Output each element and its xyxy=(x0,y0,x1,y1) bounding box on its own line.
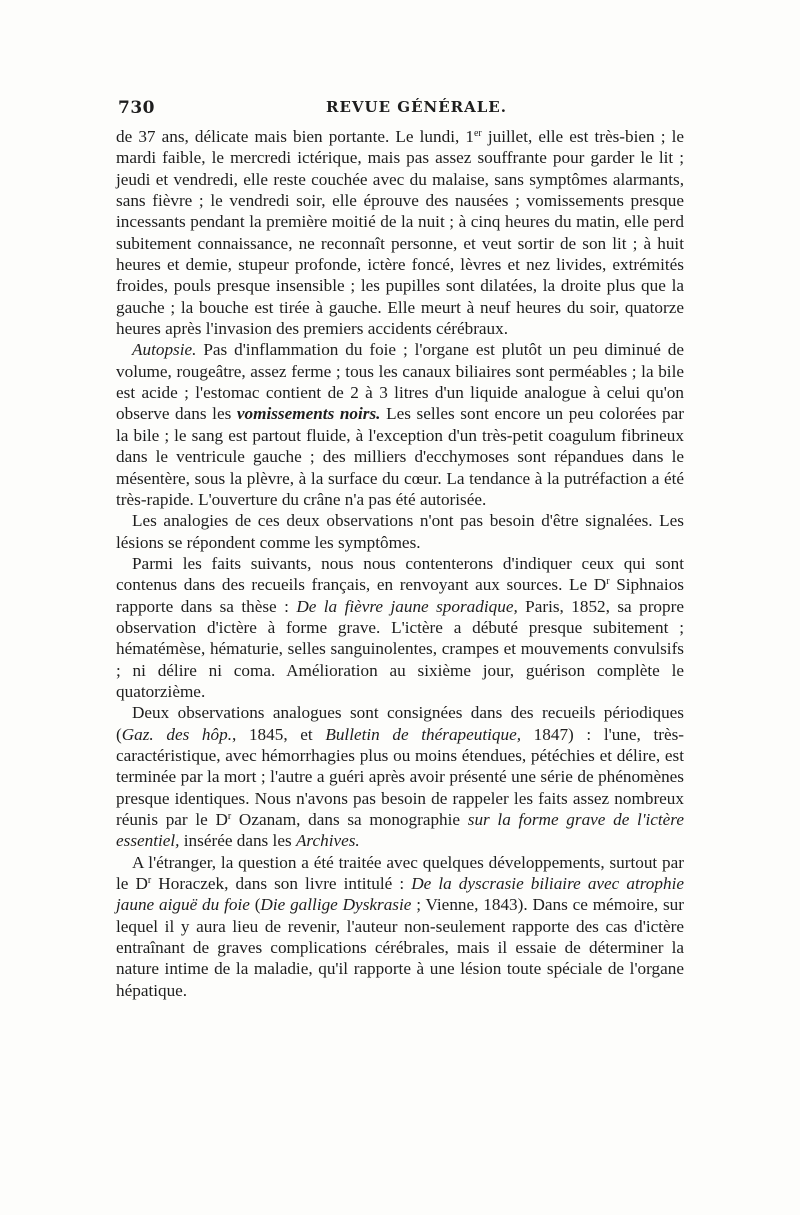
italic-text: Gaz. des hôp. xyxy=(121,724,233,744)
running-head xyxy=(118,98,688,124)
italic-text: De la dyscrasie biliaire avec atrophie jaune aiguë du foie xyxy=(116,874,684,915)
text-run: 1847) : l'une, très-caractéristique, avec hémorrhagies plus ou moins étendues, pétéchies et délire, est terminée par la mort ; l'autre a guéri après avoir présenté une série de phénomènes presque identiques. Nous n'avons pas besoin de rappeler les faits assez nombreux réunis par le D xyxy=(116,724,685,829)
text-run: Les analogies de ces deux observations n'ont pas besoin d'être signalées. Les lésions se répondent comme les symptômes. xyxy=(116,511,684,552)
body-text xyxy=(116,126,684,1001)
text-run: ( xyxy=(249,895,261,915)
italic-text: vomissements noirs. xyxy=(236,404,381,424)
superscript: r xyxy=(606,576,610,588)
text-run: Les selles sont encore un peu colorées par la bile ; le sang est partout fluide, à l'exception d'un très-petit coagulum fibrineux dans le ventricule gauche ; des milliers d'ecchymoses sont répandues dans le mésentère, sous la plèvre, à la surface du cœur. La tendance à la putréfaction a été très-rapide. L'ouverture du crâne n'a pas été autorisée. xyxy=(116,404,684,509)
text-run: ; Vienne, 1843). Dans ce mémoire, sur lequel il y aura lieu de revenir, l'auteur non-seulement rapporte des cas d'ictère entraînant de graves complications cérébrales, mais il essaie de déterminer la nature intime de la maladie, qu'il rapporte à une lésion toute spéciale de l'organe hépatique. xyxy=(116,895,684,1000)
text-run: A l'étranger, la question a été traitée avec quelques développements, surtout par le D xyxy=(116,852,684,894)
text-run: de 37 ans, délicate mais bien portante. Le lundi, 1 xyxy=(116,127,474,146)
text-run: Pas d'inflammation du foie ; l'organe est plutôt un peu diminué de volume, rougeâtre, assez ferme ; tous les canaux biliaires sont perméables ; la bile est acide ; l'estomac contient de 2 à 3 litres d'un liquide analogue à celui qu'on observe dans les xyxy=(116,340,684,424)
paragraph-p6 xyxy=(116,852,684,1001)
paragraph-p4 xyxy=(116,553,684,702)
italic-text: Archives. xyxy=(295,831,360,851)
text-run: Deux observations analogues sont consignées dans des recueils périodiques ( xyxy=(116,703,684,744)
running-title: REVUE GÉNÉRALE. xyxy=(326,98,507,116)
italic-text: Die gallige Dyskrasie xyxy=(260,895,412,915)
italic-text: sur la forme grave de l'ictère essentiel, xyxy=(116,810,684,851)
text-run: Siphnaios rapporte dans sa thèse : xyxy=(116,575,684,616)
page-number: 730 xyxy=(118,98,155,118)
text-run: Paris, 1852, sa propre observation d'ictère à forme grave. L'ictère a débuté presque subitement ; hématémèse, hématurie, selles sanguinolentes, crampes et mouvements convulsifs ; ni délire ni coma. Amélioration au sixième jour, guérison complète le quatorzième. xyxy=(116,596,684,701)
paragraph-p5 xyxy=(116,702,684,851)
paragraph-p3 xyxy=(116,510,684,553)
paragraph-p1 xyxy=(116,126,684,339)
text-run: Parmi les faits suivants, nous nous contenterons d'indiquer ceux qui sont contenus dans des recueils français, en renvoyant aux sources. Le D xyxy=(116,553,684,595)
paragraph-p2 xyxy=(116,339,684,510)
superscript: r xyxy=(227,811,232,822)
text-run: , 1845, et xyxy=(232,724,326,744)
text-run: Ozanam, dans sa monographie xyxy=(231,810,468,829)
superscript: r xyxy=(147,875,152,887)
text-run: insérée dans les xyxy=(179,831,296,851)
italic-text: Autopsie. xyxy=(132,340,197,360)
italic-text: Bulletin de thérapeutique, xyxy=(325,724,522,744)
superscript: er xyxy=(473,128,482,139)
text-run: Horaczek, dans son livre intitulé : xyxy=(151,874,412,894)
text-run: juillet, elle est très-bien ; le mardi faible, le mercredi ictérique, mais pas assez souffrante pour garder le lit ; jeudi et vendredi, elle reste couchée avec du malaise, sans symptômes alarmants, sans fièvre ; le vendredi soir, elle éprouve des nausées ; vomissements presque incessants pendant la première moitié de la nuit ; à cinq heures du matin, elle perd subitement connaissance, ne reconnaît personne, et veut sortir de son lit ; à huit heures et demie, stupeur profonde, ictère foncé, lèvres et nez livides, extrémités froides, pouls presque insensible ; les pupilles sont dilatées, la droite plus que la gauche ; la bouche est tirée à gauche. Elle meurt à neuf heures du soir, quatorze heures après l'invasion des premiers accidents cérébraux. xyxy=(116,127,684,339)
italic-text: De la fièvre jaune sporadique, xyxy=(296,596,518,616)
